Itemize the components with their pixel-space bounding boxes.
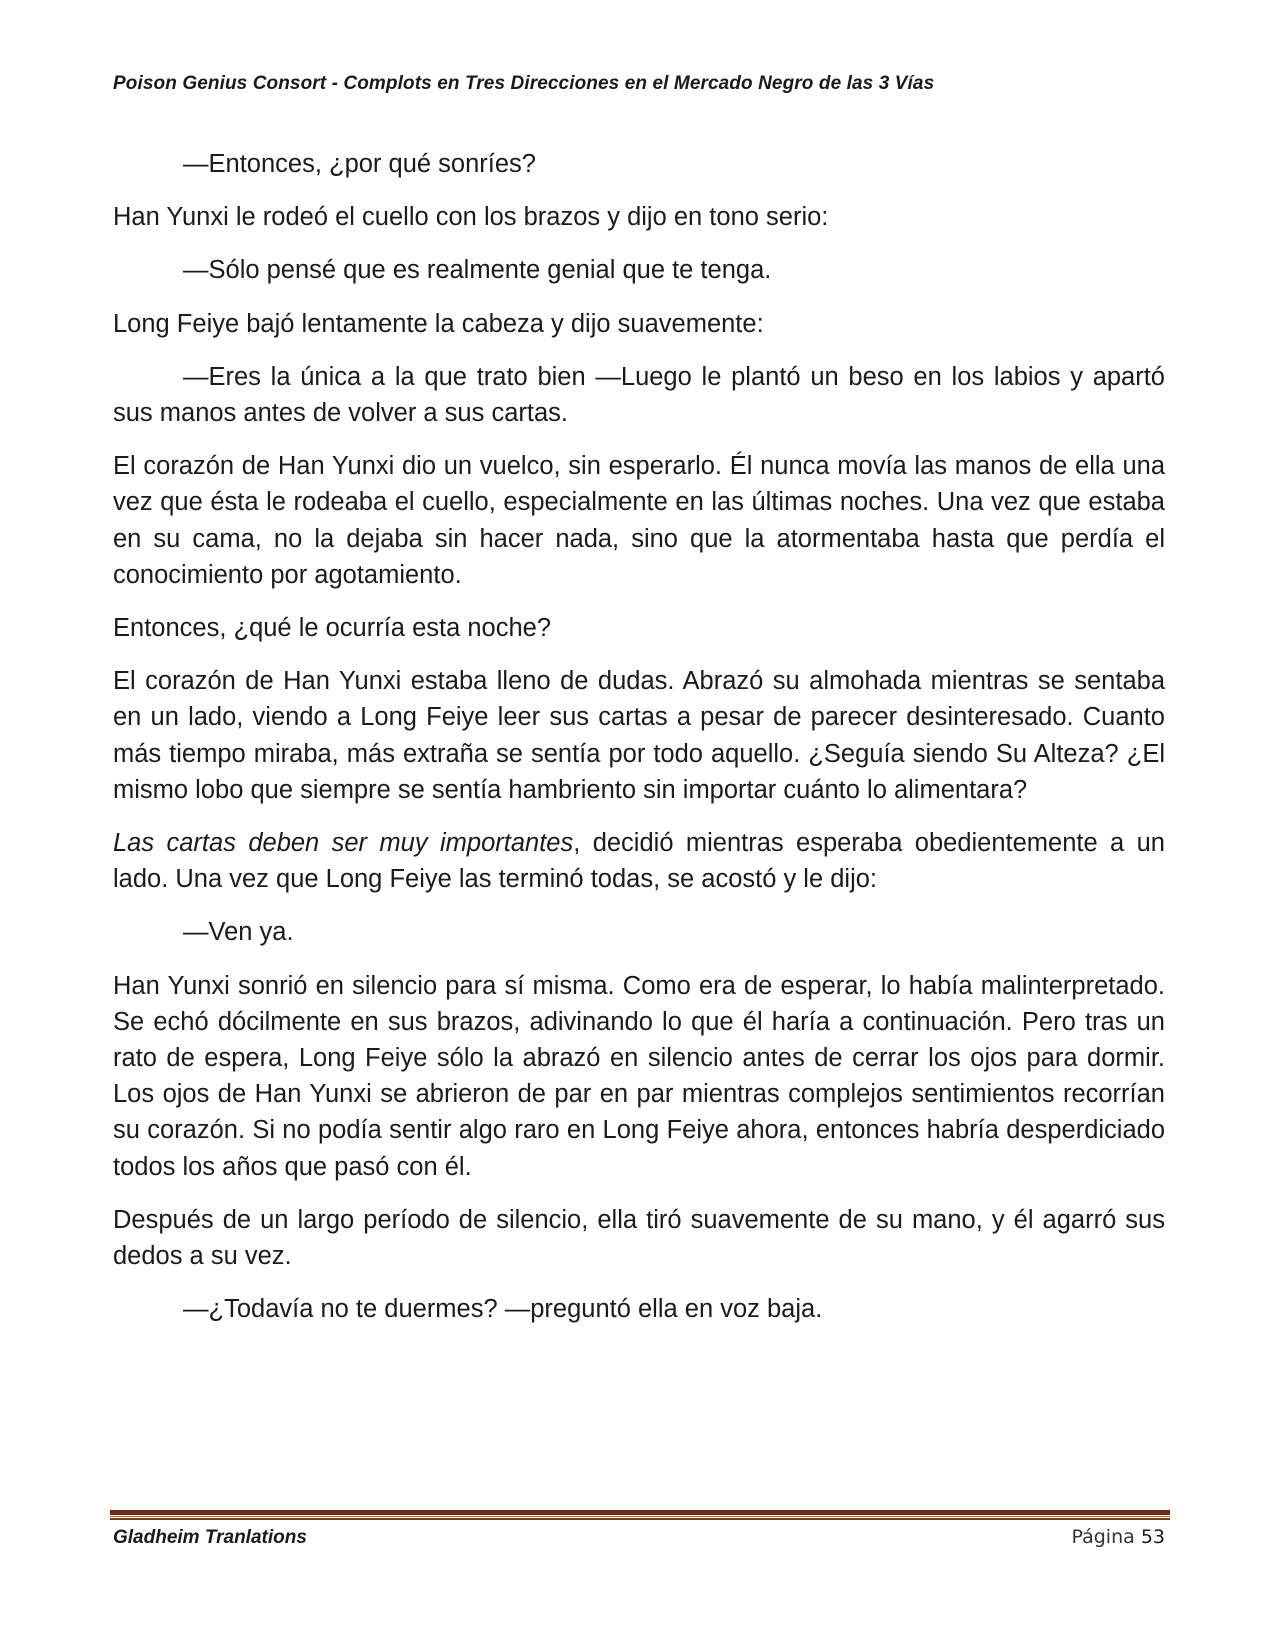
page-body <box>113 146 1165 1344</box>
paragraph: —Eres la única a la que trato bien —Luego le plantó un beso en los labios y apartó sus manos antes de volver a sus cartas. <box>113 362 1165 428</box>
italic-phrase: Las cartas deben ser muy importantes <box>113 829 574 858</box>
running-header: Poison Genius Consort - Complots en Tres Direcciones en el Mercado Negro de las 3 Vías <box>113 73 935 94</box>
page-number <box>1071 1526 1165 1548</box>
paragraph: Han Yunxi le rodeó el cuello con los brazos y dijo en tono serio: <box>113 203 829 232</box>
paragraph <box>113 825 1165 897</box>
footer-rule-thin <box>110 1518 1170 1520</box>
paragraph: El corazón de Han Yunxi dio un vuelco, sin esperarlo. Él nunca movía las manos de ella una vez que ésta le rodeaba el cuello, especialmente en las últimas noches. Una vez que estaba en su cama, no la dejaba sin hacer nada, sino que la atormentaba hasta que perdía el conocimiento por agotamiento. <box>113 452 1165 589</box>
paragraph: Han Yunxi sonrió en silencio para sí misma. Como era de esperar, lo había malinterpretado. Se echó dócilmente en sus brazos, adivinando lo que él haría a continuación. Pero tras un rato de espera, Long Feiye sólo la abrazó en silencio antes de cerrar los ojos para dormir. Los ojos de Han Yunxi se abrieron de par en par mientras complejos sentimientos recorrían su corazón. Si no podía sentir algo raro en Long Feiye ahora, entonces habría desperdiciado todos los años que pasó con él. <box>113 971 1165 1181</box>
paragraph: —¿Todavía no te duermes? —preguntó ella en voz baja. <box>183 1295 823 1324</box>
page-label: Página <box>1071 1526 1135 1548</box>
paragraph: —Sólo pensé que es realmente genial que te tenga. <box>183 256 772 285</box>
paragraph: El corazón de Han Yunxi estaba lleno de dudas. Abrazó su almohada mientras se sentaba en un lado, viendo a Long Feiye leer sus cartas a pesar de parecer desinteresado. Cuanto más tiempo miraba, más extraña se sentía por todo aquello. ¿Seguía siendo Su Alteza? ¿El mismo lobo que siempre se sentía hambriento sin importar cuánto lo alimentara? <box>113 667 1165 804</box>
footer-credit: Gladheim Tranlations <box>113 1527 307 1548</box>
paragraph: —Ven ya. <box>183 918 294 947</box>
footer-rule-accent <box>110 1516 1170 1517</box>
paragraph: Entonces, ¿qué le ocurría esta noche? <box>113 614 552 643</box>
paragraph: Long Feiye bajó lentamente la cabeza y dijo suavemente: <box>113 309 764 338</box>
page-number-value: 53 <box>1140 1526 1165 1548</box>
paragraph: —Entonces, ¿por qué sonríes? <box>183 150 536 178</box>
paragraph: Después de un largo período de silencio, ella tiró suavemente de su mano, y él agarró sus dedos a su vez. <box>113 1205 1165 1271</box>
paragraph-text: , decidió mientras esperaba obedientemente a un lado. Una vez que Long Feiye las terminó todas, se acostó y le dijo: <box>113 829 1165 894</box>
footer-rule-dark <box>110 1510 1170 1515</box>
